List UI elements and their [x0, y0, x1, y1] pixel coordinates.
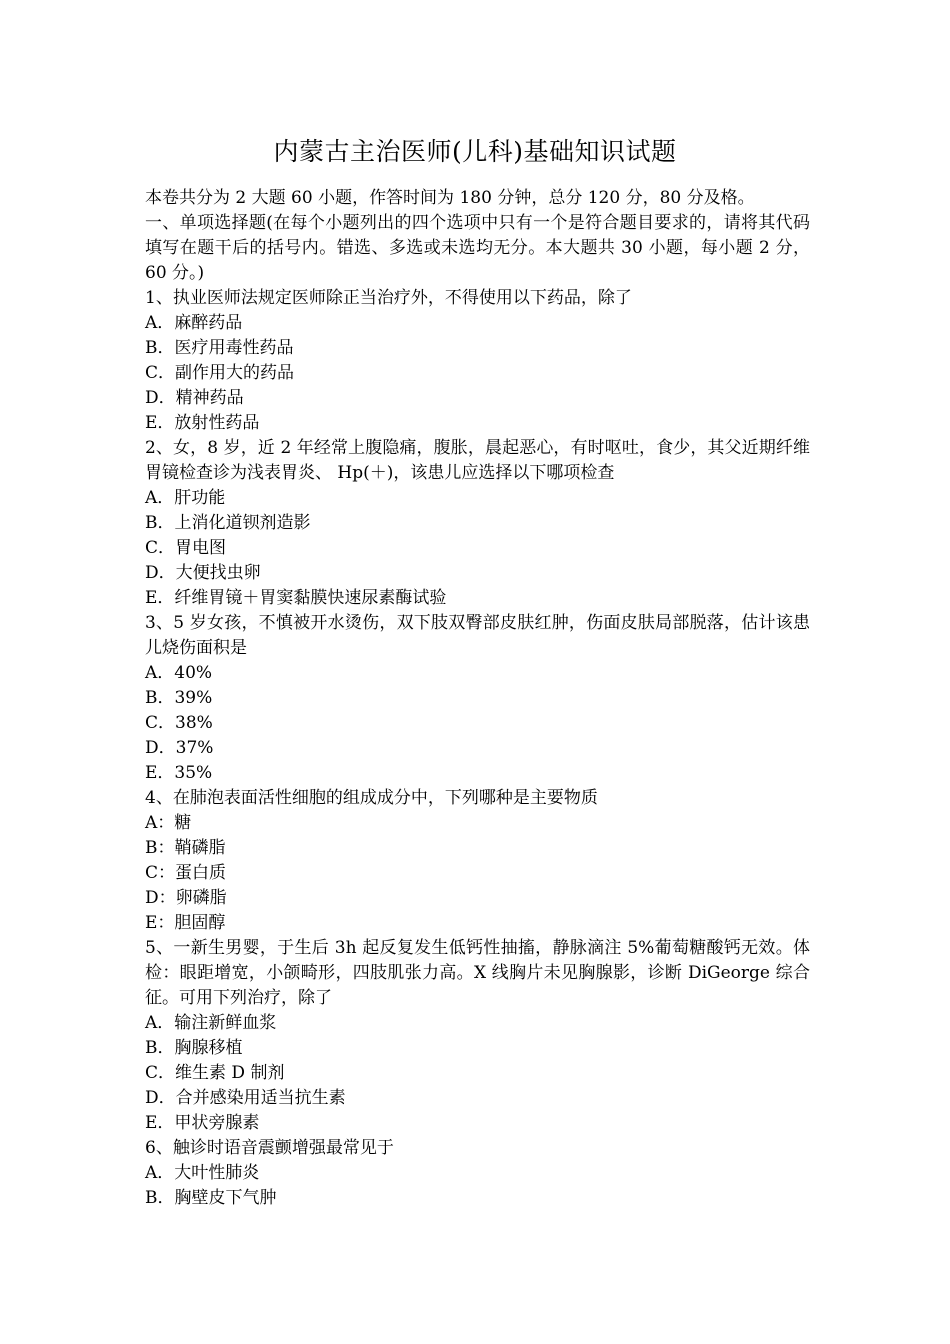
option-a: A．大叶性肺炎: [145, 1163, 260, 1183]
document-body: [145, 186, 810, 1211]
option-b: B．胸腺移植: [145, 1038, 243, 1058]
section-header: 一、单项选择题(在每个小题列出的四个选项中只有一个是符合题目要求的，请将其代码填写在题干后的括号内。错选、多选或未选均无分。本大题共 30 小题，每小题 2 分，60 分。): [145, 213, 810, 283]
option-a: A：糖: [145, 813, 192, 833]
option-b: B：鞘磷脂: [145, 838, 226, 858]
option-e: E．放射性药品: [145, 413, 260, 433]
option-e: E．纤维胃镜＋胃窦黏膜快速尿素酶试验: [145, 588, 447, 608]
option-c: C．38%: [145, 713, 213, 733]
option-a: A．输注新鲜血浆: [145, 1013, 277, 1033]
exam-intro: 本卷共分为 2 大题 60 小题，作答时间为 180 分钟，总分 120 分，80 分及格。: [145, 188, 755, 208]
option-b: B．上消化道钡剂造影: [145, 513, 311, 533]
question-1: [145, 286, 810, 436]
option-b: B．39%: [145, 688, 213, 708]
option-d: D．合并感染用适当抗生素: [145, 1088, 346, 1108]
question-stem: 1、执业医师法规定医师除正当治疗外，不得使用以下药品，除了: [145, 288, 632, 308]
question-stem: 6、触诊时语音震颤增强最常见于: [145, 1138, 394, 1158]
option-c: C．胃电图: [145, 538, 227, 558]
question-stem: 5、一新生男婴，于生后 3h 起反复发生低钙性抽搐，静脉滴注 5%葡萄糖酸钙无效。体检：眼距增宽，小颌畸形，四肢肌张力高。X 线胸片未见胸腺影，诊断 DiGeorge 综合征。可用下列治疗，除了: [145, 938, 810, 1008]
question-6: [145, 1136, 810, 1211]
option-c: C．维生素 D 制剂: [145, 1063, 285, 1083]
question-3: [145, 611, 810, 786]
option-d: D．精神药品: [145, 388, 244, 408]
option-c: C：蛋白质: [145, 863, 227, 883]
question-stem: 3、5 岁女孩，不慎被开水烫伤，双下肢双臀部皮肤红肿，伤面皮肤局部脱落，估计该患儿烧伤面积是: [145, 613, 810, 658]
question-4: [145, 786, 810, 936]
option-b: B．医疗用毒性药品: [145, 338, 294, 358]
option-b: B．胸壁皮下气肿: [145, 1188, 277, 1208]
option-e: E：胆固醇: [145, 913, 226, 933]
option-a: A．麻醉药品: [145, 313, 243, 333]
document-title: 内蒙古主治医师(儿科)基础知识试题: [273, 137, 677, 166]
option-a: A．40%: [145, 663, 213, 683]
option-a: A．肝功能: [145, 488, 226, 508]
question-stem: 4、在肺泡表面活性细胞的组成成分中，下列哪种是主要物质: [145, 788, 598, 808]
question-stem: 2、女，8 岁，近 2 年经常上腹隐痛，腹胀，晨起恶心，有时呕吐，食少，其父近期纤维胃镜检查诊为浅表胃炎、 Hp(＋)，该患儿应选择以下哪项检查: [145, 438, 810, 483]
question-5: [145, 936, 810, 1136]
question-2: [145, 436, 810, 611]
option-c: C．副作用大的药品: [145, 363, 295, 383]
option-d: D．37%: [145, 738, 214, 758]
option-e: E．甲状旁腺素: [145, 1113, 260, 1133]
option-d: D：卵磷脂: [145, 888, 227, 908]
option-d: D．大便找虫卵: [145, 563, 261, 583]
option-e: E．35%: [145, 763, 213, 783]
